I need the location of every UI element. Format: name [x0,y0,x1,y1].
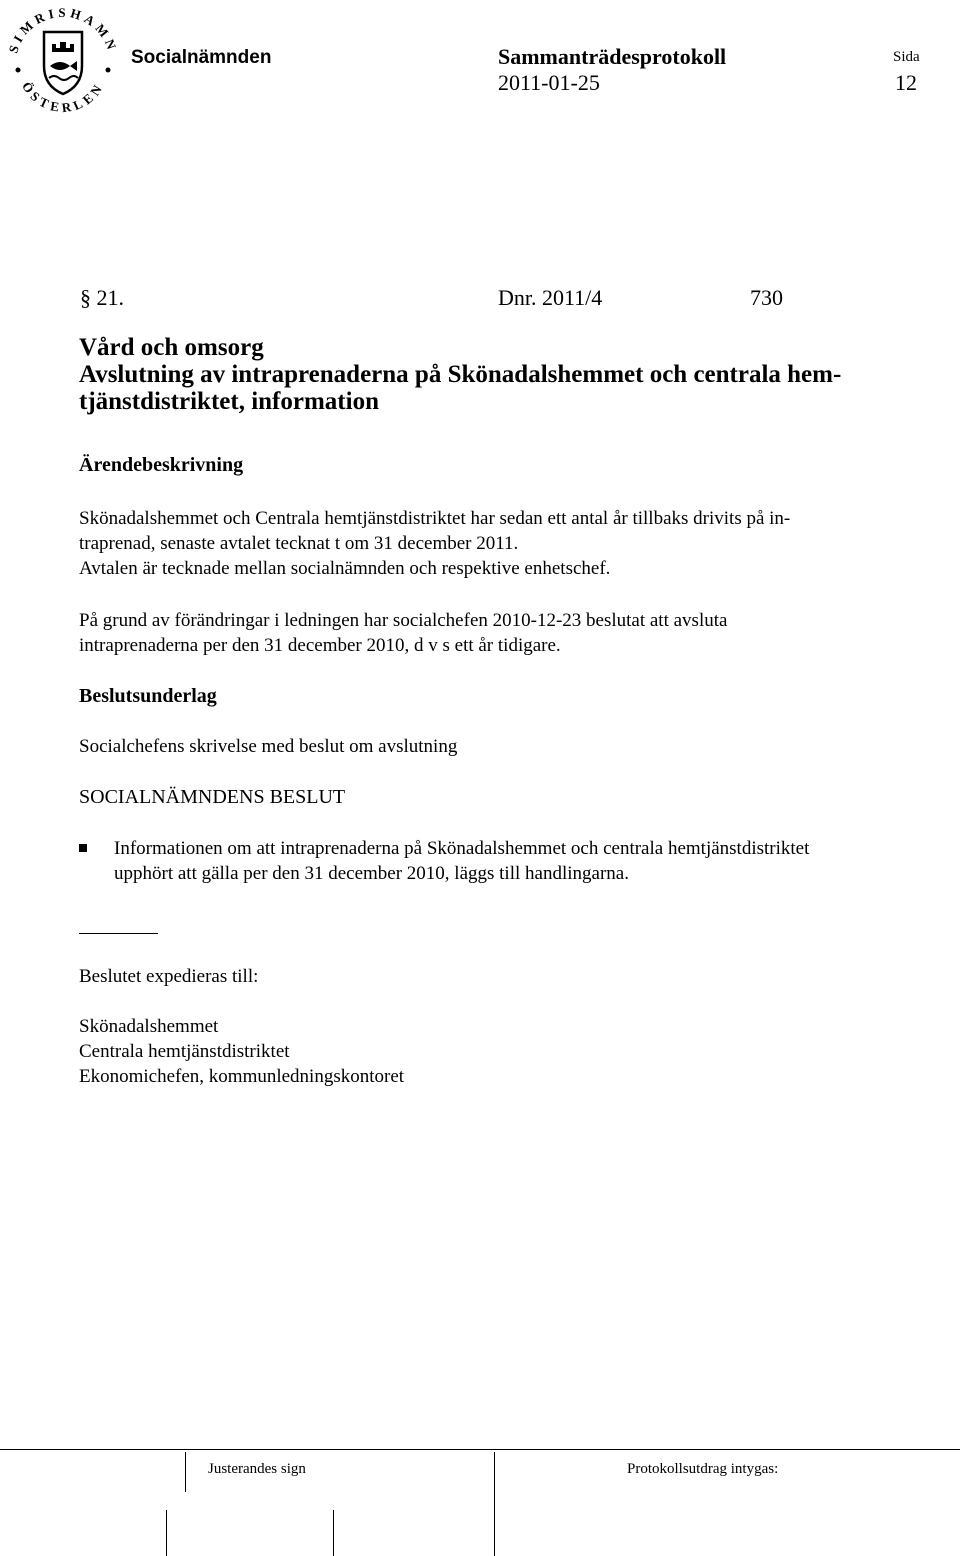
document-title: Sammanträdesprotokoll [498,44,727,69]
distribution-heading: Beslutet expedieras till: [79,966,259,987]
separator-line [79,933,158,934]
signature-label: Justerandes sign [208,1461,306,1477]
distribution-list [79,1014,959,1089]
meeting-date: 2011-01-25 [498,70,600,95]
extract-attest-label: Protokollsutdrag intygas: [627,1461,779,1477]
signature-box-line [166,1510,167,1556]
case-headings [79,334,939,415]
description-line: traprenad, senaste avtalet tecknat t om 31 december 2011. [79,533,519,554]
recipient-item: Skönadalshemmet [79,1016,219,1037]
dnr-label: Dnr. 2011/4 [498,285,603,310]
page-number: 12 [895,70,917,95]
decision-line: upphört att gälla per den 31 december 2010, läggs till handlingarna. [114,863,629,884]
description-heading: Ärendebeskrivning [79,454,244,476]
change-line: intraprenaderna per den 31 december 2010, d v s ett år tidigare. [79,635,561,656]
decision-line: Informationen om att intraprenaderna på Skönadalshemmet och centrala hemtjänstdistriktet [114,838,810,859]
footer-divider [494,1452,495,1556]
signature-box-line [333,1510,334,1556]
dnr-number: 730 [750,285,783,310]
basis-heading: Beslutsunderlag [79,685,217,707]
decision-text [114,836,960,886]
footer-divider [185,1452,186,1492]
basis-text: Socialchefens skrivelse med beslut om avslutning [79,736,458,757]
page-label: Sida [893,49,920,65]
footer-rule [0,1449,960,1450]
change-line: På grund av förändringar i ledningen har socialchefen 2010-12-23 beslutat att avsluta [79,610,728,631]
decision-heading: SOCIALNÄMNDENS BESLUT [79,786,346,808]
square-bullet-icon [79,844,87,852]
organization-name: Socialnämnden [131,47,272,68]
description-line: Avtalen är tecknade mellan socialnämnden och respektive enhetschef. [79,558,611,579]
recipient-item: Ekonomichefen, kommunledningskontoret [79,1066,405,1087]
paragraph-number: § 21. [80,285,124,310]
description-line: Skönadalshemmet och Centrala hemtjänstdistriktet har sedan ett antal år tillbaks drivits på in- [79,508,791,529]
description-text [79,506,959,581]
change-text [79,608,959,658]
svg-text:ÖSTERLEN: ÖSTERLEN [19,78,107,116]
municipality-seal-icon [4,2,122,120]
svg-text:SIMRISHAMN: SIMRISHAMN [5,4,121,55]
case-heading-category: Vård och omsorg [79,334,264,361]
case-heading-title-line-2: tjänstdistriktet, information [79,388,379,415]
case-reference-line [80,285,783,311]
recipient-item: Centrala hemtjänstdistriktet [79,1041,290,1062]
case-heading-title-line-1: Avslutning av intraprenaderna på Skönadalshemmet och centrala hem- [79,361,842,388]
